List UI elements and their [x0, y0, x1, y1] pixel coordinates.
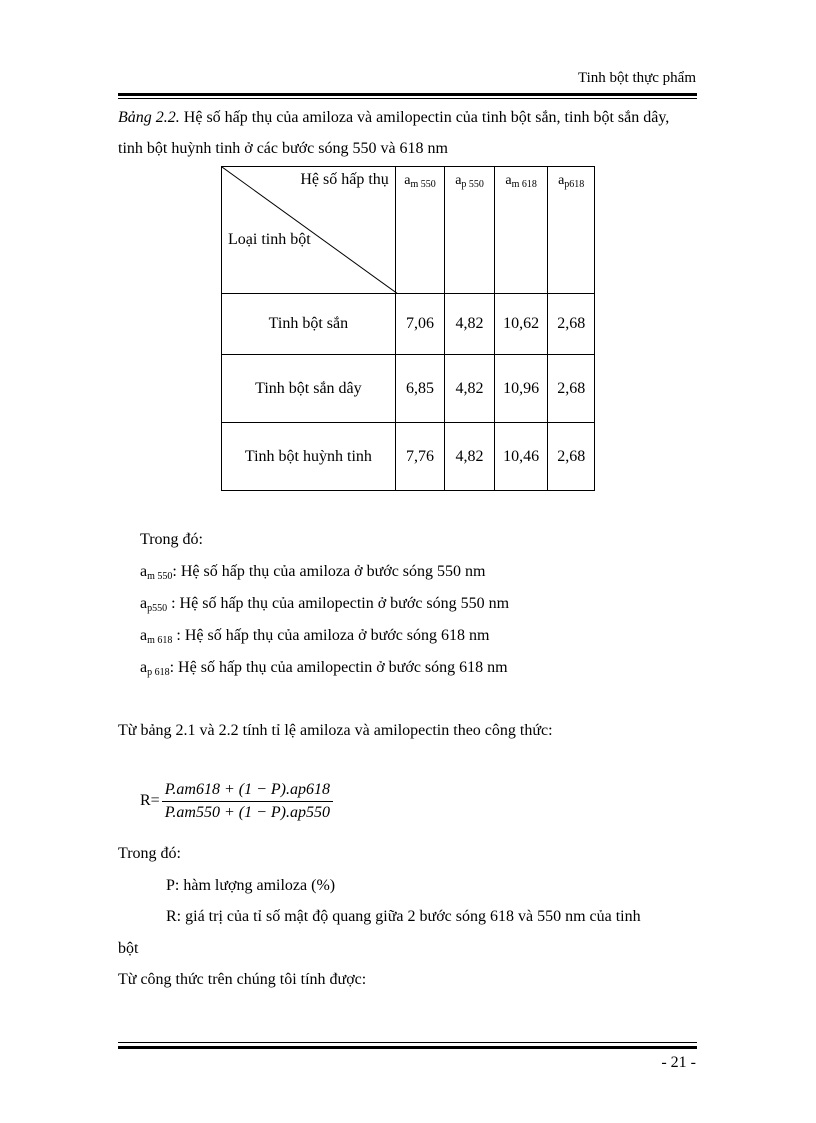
cell-value: 4,82	[445, 294, 495, 355]
absorption-table	[221, 166, 595, 491]
cell-value: 4,82	[445, 355, 495, 423]
cell-value: 2,68	[548, 355, 595, 423]
row-label: Tinh bột sắn dây	[222, 355, 396, 423]
col-header-ap618: $a_{p618}$	[548, 167, 595, 294]
table-header-row	[222, 167, 595, 294]
conclusion-text: Từ công thức trên chúng tôi tính được:	[118, 971, 367, 988]
footer-rule-thin	[118, 1042, 697, 1043]
where-intro: Trong đó:	[118, 845, 181, 862]
cell-value: 2,68	[548, 423, 595, 491]
caption-label: Bảng 2.2.	[118, 109, 180, 126]
formula-denominator: P.am550 + (1 − P).ap550	[164, 804, 330, 821]
formula-intro: Từ bảng 2.1 và 2.2 tính tỉ lệ amiloza và amilopectin theo công thức:	[118, 722, 553, 739]
footer-rule-thick	[118, 1046, 697, 1049]
cell-value: 10,62	[494, 294, 548, 355]
row-label: Tinh bột sắn	[222, 294, 396, 355]
corner-label-starch-type: Loại tinh bột	[228, 231, 311, 248]
formula-lhs: R=	[140, 792, 160, 810]
running-header: Tinh bột thực phẩm	[577, 70, 696, 86]
legend-item: $a_{p550}$ : Hệ số hấp thụ của amilopectin ở bước sóng 550 nm	[140, 595, 510, 614]
table-caption	[118, 102, 698, 164]
legend-item: $a_{m 550}$: Hệ số hấp thụ của amiloza ở bước sóng 550 nm	[140, 563, 486, 582]
definition-r-line1: R: giá trị của tỉ số mật độ quang giữa 2 bước sóng 618 và 550 nm của tinh	[166, 908, 641, 925]
legend-item: $a_{p 618}$: Hệ số hấp thụ của amilopectin ở bước sóng 618 nm	[140, 659, 508, 678]
legend-item: $a_{m 618}$ : Hệ số hấp thụ của amiloza ở bước sóng 618 nm	[140, 627, 490, 646]
col-header-am550: $a_{m 550}$	[395, 167, 445, 294]
cell-value: 4,82	[445, 423, 495, 491]
formula-fraction	[162, 781, 333, 822]
table-row	[222, 355, 595, 423]
ratio-formula	[140, 781, 333, 822]
table-row	[222, 423, 595, 491]
row-label: Tinh bột huỳnh tinh	[222, 423, 396, 491]
cell-value: 7,76	[395, 423, 445, 491]
cell-value: 10,96	[494, 355, 548, 423]
header-rule-thick	[118, 93, 697, 96]
formula-numerator: P.am618 + (1 − P).ap618	[162, 781, 333, 802]
cell-value: 7,06	[395, 294, 445, 355]
definition-p: P: hàm lượng amiloza (%)	[166, 877, 336, 894]
cell-value: 10,46	[494, 423, 548, 491]
table-row	[222, 294, 595, 355]
cell-value: 6,85	[395, 355, 445, 423]
table-corner-cell	[222, 167, 396, 294]
page-number: - 21 -	[661, 1054, 696, 1071]
caption-text: Hệ số hấp thụ của amiloza và amilopectin của tinh bột sắn, tinh bột sắn dây, tinh bột huỳnh tinh ở các bước sóng 550 và 618 nm	[118, 109, 670, 157]
col-header-am618: $a_{m 618}$	[494, 167, 548, 294]
legend-intro: Trong đó:	[140, 531, 203, 548]
cell-value: 2,68	[548, 294, 595, 355]
corner-label-coefficient: Hệ số hấp thụ	[300, 171, 389, 188]
definition-r-line2: bột	[118, 940, 139, 957]
col-header-ap550: $a_{p 550}$	[445, 167, 495, 294]
header-rule-thin	[118, 98, 697, 99]
